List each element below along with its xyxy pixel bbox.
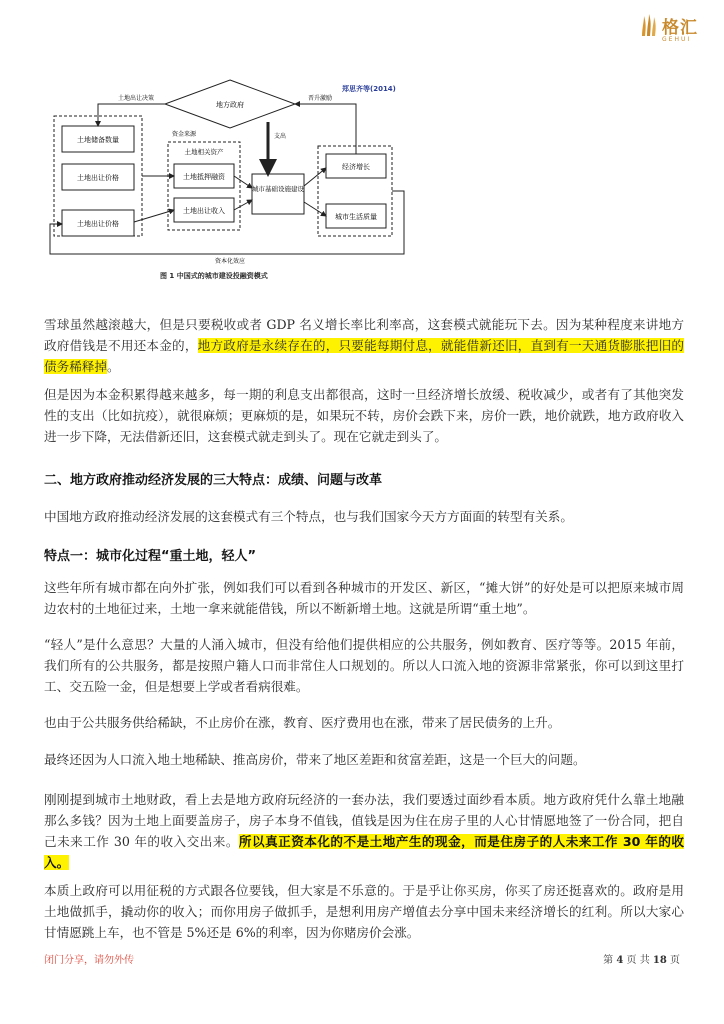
- page-current: 4: [616, 955, 624, 966]
- paragraph-3: 中国地方政府推动经济发展的这套模式有三个特点，也与我们国家今天方方面面的转型有关系。: [44, 509, 573, 524]
- city-infra-label: 城市基础设施建设: [252, 185, 304, 193]
- brand-name: 格汇: [662, 18, 698, 38]
- paragraph-1-end: 。: [106, 359, 120, 374]
- fund-source-label: 资金来源: [172, 131, 197, 138]
- page-middle: 页 共: [626, 955, 650, 966]
- capitalization-arrow-label: 资本化效应: [214, 258, 246, 265]
- footer-notice: 闭门分享，请勿外传: [44, 955, 134, 966]
- paragraph-2: 但是因为本金积累得越来越多，每一期的利息支出都很高，这时一旦经济增长放缓、税收减少，或者有了其他突发性的支出（比如抗疫），就很麻烦；更麻烦的是，如果玩不转，房价会跌下来，房价一跌，地价就跌，地方政府收入进一步下降，无法借新还旧，这套模式就走到头了。现在它就走到头了。: [44, 387, 684, 444]
- paragraph-9: 本质上政府可以用征税的方式跟各位要钱，但大家是不乐意的。于是乎让你买房，你买了房还挺喜欢的。政府是用土地做抓手，撬动你的收入；而你用房子做抓手，是想利用房产增值去分享中国未来经济增长的红利。所以大家心甘情愿跳上车，也不管是 5%还是 6%的利率，因为你赌房价会涨。: [44, 883, 684, 940]
- brand-logo: [640, 10, 712, 44]
- paragraph-1-highlight: 地方政府是永续存在的，只要能每期付息，就能借新还旧，直到有一天通货膨胀把旧的债务稀释掉: [44, 338, 685, 374]
- section-heading-2: 二、地方政府推动经济发展的三大特点：成绩、问题与改革: [44, 473, 383, 488]
- figure-caption: 图 1 中国式的城市建设投融资模式: [160, 272, 268, 280]
- paragraph-5: “轻人”是什么意思？大量的人涌入城市，但没有给他们提供相应的公共服务，例如教育、医疗等等。2015 年前，我们所有的公共服务，都是按照户籍人口而非常住人口规划的。所以人口流入地的资源非常紧张，你可以到这里打工、交五险一金，但是想要上学或者看病很难。: [44, 637, 684, 694]
- local-gov-label: 地方政府: [216, 101, 244, 109]
- paragraph-7: 最终还因为人口流入地土地稀缺、推高房价，带来了地区差距和贫富差距，这是一个巨大的问题。: [44, 752, 586, 767]
- paragraph-4: 这些年所有城市都在向外扩张，例如我们可以看到各种城市的开发区、新区，“摊大饼”的好处是可以把原来城市周边农村的土地征过来，土地一拿来就能借钱，所以不断新增土地。这就是所谓“重土地”。: [44, 580, 684, 616]
- land-revenue-label: 土地出让收入: [183, 207, 225, 215]
- econ-growth-label: 经济增长: [342, 163, 370, 171]
- paragraph-1: [44, 314, 684, 377]
- page-total: 18: [652, 955, 667, 966]
- land-reserve-label: 土地储备数量: [77, 136, 119, 144]
- paragraph-6: 也由于公共服务供给稀缺，不止房价在涨，教育、医疗费用也在涨，带来了居民债务的上升。: [44, 715, 561, 730]
- flame-logo-icon: [640, 14, 658, 38]
- land-mortgage-label: 土地抵押融资: [183, 173, 225, 181]
- financing-model-diagram: [40, 76, 420, 296]
- promotion-arrow-label: 晋升激励: [308, 95, 333, 102]
- land-asset-label: 土地相关资产: [184, 148, 224, 156]
- feature-heading-1: 特点一：城市化过程“重土地，轻人”: [44, 549, 257, 564]
- living-quality-label: 城市生活质量: [335, 213, 377, 221]
- page-indicator: [603, 951, 680, 966]
- paragraph-8-text: 刚刚提到城市土地财政，看上去是地方政府玩经济的一套办法，我们要透过面纱看本质。地方政府凭什么靠土地融那么多钱？因为土地上面要盖房子，房子本身不值钱，值钱是因为住在房子里的人心甘情愿地签了一份合同，把自己未来工作 30 年的收入交出来。: [44, 792, 684, 849]
- page-suffix: 页: [670, 955, 680, 966]
- paragraph-8: [44, 789, 684, 873]
- city-infra-node: [252, 174, 304, 214]
- diagram-svg: [40, 76, 420, 276]
- land-transfer-price-label: 土地出让价格: [77, 220, 119, 228]
- paragraph-1-text: 雪球虽然越滚越大，但是只要税收或者 GDP 名义增长率比利率高，这套模式就能玩下去。因为某种程度来讲地方政府借钱是不用还本金的，: [44, 317, 684, 353]
- figure-source: 郑思齐等(2014): [342, 85, 396, 93]
- expenditure-arrow-label: 支出: [274, 133, 287, 140]
- land-price-label: 土地出让价格: [77, 174, 119, 182]
- page-prefix: 第: [603, 955, 614, 966]
- brand-name-en: GEHUI: [662, 36, 692, 43]
- land-supply-arrow-label: 土地出让决策: [118, 95, 155, 102]
- paragraph-8-highlight: 所以真正资本化的不是土地产生的现金，而是住房子的人未来工作 30 年的收入。: [44, 834, 684, 870]
